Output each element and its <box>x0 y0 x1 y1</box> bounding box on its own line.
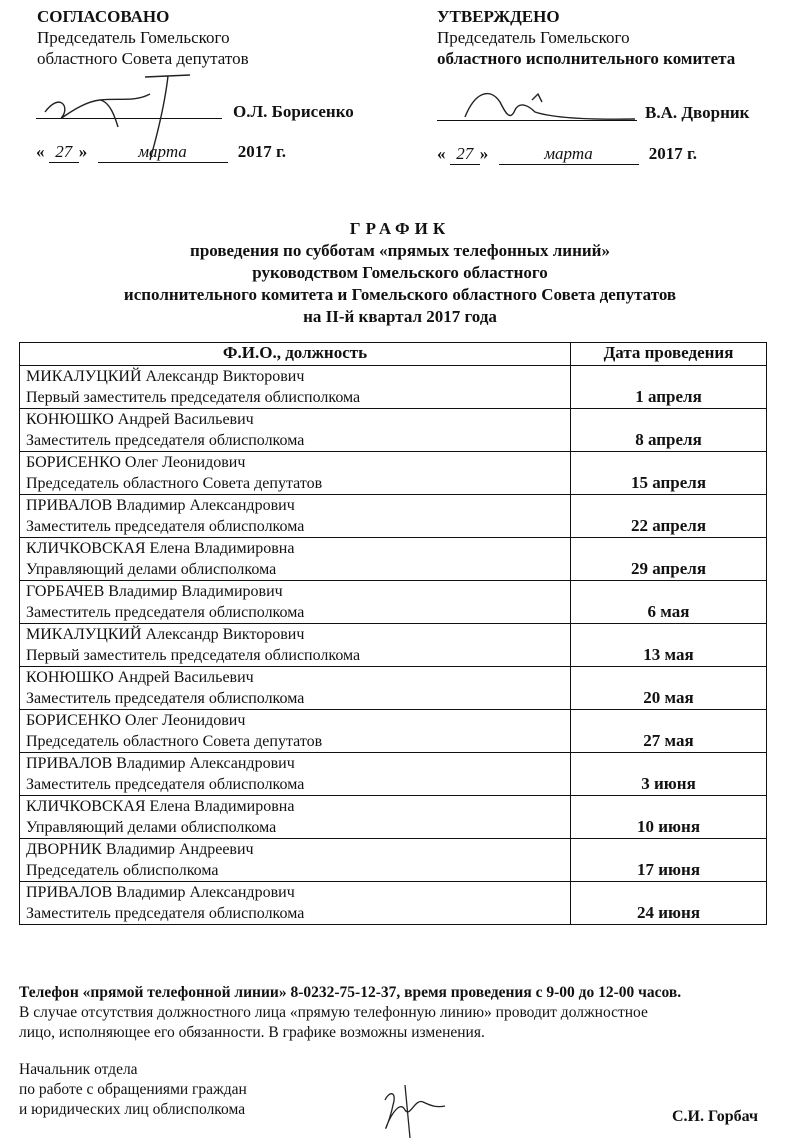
person-cell <box>20 753 571 796</box>
note-line3: лицо, исполняющее его обязанности. В графике возможны изменения. <box>19 1024 485 1041</box>
person-cell <box>20 882 571 925</box>
date-cell: 3 июня <box>571 753 767 796</box>
date-cell: 6 мая <box>571 581 767 624</box>
right-line2: областного исполнительного комитета <box>437 49 736 68</box>
title-line4: на II-й квартал 2017 года <box>303 307 497 326</box>
document-title: ГРАФИК <box>349 219 451 238</box>
note-line1: Телефон «прямой телефонной линии» 8-0232-75-12-37, время проведения с 9-00 до 12-00 часов. <box>19 984 682 1001</box>
person-position: Заместитель председателя облисполкома <box>26 432 305 449</box>
person-position: Первый заместитель председателя облисполкома <box>26 389 361 406</box>
table-row <box>20 366 767 409</box>
date-cell: 27 мая <box>571 710 767 753</box>
person-cell <box>20 581 571 624</box>
person-position: Управляющий делами облисполкома <box>26 561 277 578</box>
left-signer: О.Л. Борисенко <box>233 102 354 121</box>
date-cell: 24 июня <box>571 882 767 925</box>
person-name: МИКАЛУЦКИЙ Александр Викторович <box>26 368 305 385</box>
table-row <box>20 495 767 538</box>
person-cell <box>20 839 571 882</box>
person-name: БОРИСЕНКО Олег Леонидович <box>26 712 246 729</box>
table-row <box>20 409 767 452</box>
person-name: МИКАЛУЦКИЙ Александр Викторович <box>26 626 305 643</box>
date-cell: 29 апреля <box>571 538 767 581</box>
left-date-open-quote: « <box>36 142 45 161</box>
left-line1: Председатель Гомельского <box>37 28 230 47</box>
person-position: Первый заместитель председателя облисполкома <box>26 647 361 664</box>
table-row <box>20 624 767 667</box>
person-name: БОРИСЕНКО Олег Леонидович <box>26 454 246 471</box>
person-position: Председатель областного Совета депутатов <box>26 475 323 492</box>
left-date-year: 2017 г. <box>237 142 287 161</box>
table-row <box>20 581 767 624</box>
signoff-signer: С.И. Горбач <box>672 1108 759 1125</box>
person-cell <box>20 452 571 495</box>
person-position: Управляющий делами облисполкома <box>26 819 277 836</box>
person-cell <box>20 495 571 538</box>
right-date-open-quote: « <box>437 144 446 163</box>
table-header-row <box>20 343 767 366</box>
table-row <box>20 538 767 581</box>
title-line2: руководством Гомельского областного <box>252 263 548 282</box>
right-date-day: 27 <box>450 144 480 165</box>
person-cell <box>20 796 571 839</box>
signoff-signature-image <box>375 1080 465 1140</box>
contact-note <box>19 983 789 1043</box>
person-name: ПРИВАЛОВ Владимир Александрович <box>26 884 295 901</box>
person-position: Заместитель председателя облисполкома <box>26 690 305 707</box>
title-line3: исполнительного комитета и Гомельского областного Совета депутатов <box>123 285 677 304</box>
table-row <box>20 882 767 925</box>
date-cell: 13 мая <box>571 624 767 667</box>
left-date-month: марта <box>98 142 228 163</box>
person-position: Председатель облисполкома <box>26 862 219 879</box>
person-cell <box>20 409 571 452</box>
right-line1: Председатель Гомельского <box>437 28 630 47</box>
date-cell: 10 июня <box>571 796 767 839</box>
person-position: Председатель областного Совета депутатов <box>26 733 323 750</box>
date-cell: 1 апреля <box>571 366 767 409</box>
person-name: КЛИЧКОВСКАЯ Елена Владимировна <box>26 540 295 557</box>
table-row <box>20 839 767 882</box>
signoff-line3: и юридических лиц облисполкома <box>19 1101 246 1118</box>
title-line1: проведения по субботам «прямых телефонных линий» <box>190 241 610 260</box>
left-date-close-quote: » <box>78 142 88 161</box>
right-date <box>437 144 777 165</box>
signoff-line2: по работе с обращениями граждан <box>19 1081 247 1098</box>
right-signature-image <box>460 82 640 132</box>
table-row <box>20 710 767 753</box>
table-row <box>20 452 767 495</box>
document-title-block <box>0 218 800 328</box>
table-row <box>20 667 767 710</box>
date-cell: 17 июня <box>571 839 767 882</box>
person-cell <box>20 538 571 581</box>
person-position: Заместитель председателя облисполкома <box>26 604 305 621</box>
right-date-year: 2017 г. <box>648 144 698 163</box>
person-position: Заместитель председателя облисполкома <box>26 776 305 793</box>
person-name: КЛИЧКОВСКАЯ Елена Владимировна <box>26 798 295 815</box>
date-cell: 8 апреля <box>571 409 767 452</box>
right-signer: В.А. Дворник <box>645 103 750 122</box>
person-name: ГОРБАЧЕВ Владимир Владимирович <box>26 583 283 600</box>
person-name: КОНЮШКО Андрей Васильевич <box>26 669 254 686</box>
date-cell: 20 мая <box>571 667 767 710</box>
col-date-header: Дата проведения <box>571 343 767 366</box>
person-cell <box>20 667 571 710</box>
person-position: Заместитель председателя облисполкома <box>26 518 305 535</box>
table-row <box>20 796 767 839</box>
person-name: ПРИВАЛОВ Владимир Александрович <box>26 755 295 772</box>
table-row <box>20 753 767 796</box>
note-line2: В случае отсутствия должностного лица «прямую телефонную линию» проводит должностное <box>19 1004 648 1021</box>
left-approval-block <box>37 6 357 69</box>
date-cell: 15 апреля <box>571 452 767 495</box>
left-date-day: 27 <box>49 142 79 163</box>
person-cell <box>20 624 571 667</box>
right-date-close-quote: » <box>479 144 489 163</box>
person-name: ПРИВАЛОВ Владимир Александрович <box>26 497 295 514</box>
schedule-table <box>19 342 767 925</box>
table-body <box>20 366 767 925</box>
col-person-header: Ф.И.О., должность <box>20 343 571 366</box>
person-cell <box>20 366 571 409</box>
right-approval-block <box>437 6 787 69</box>
signoff-block <box>19 1060 339 1120</box>
person-cell <box>20 710 571 753</box>
person-name: КОНЮШКО Андрей Васильевич <box>26 411 254 428</box>
person-position: Заместитель председателя облисполкома <box>26 905 305 922</box>
left-heading: СОГЛАСОВАНО <box>37 7 170 26</box>
signoff-line1: Начальник отдела <box>19 1061 138 1078</box>
right-date-month: марта <box>499 144 639 165</box>
right-heading: УТВЕРЖДЕНО <box>437 7 560 26</box>
left-date <box>36 142 366 163</box>
date-cell: 22 апреля <box>571 495 767 538</box>
left-line2: областного Совета депутатов <box>37 49 249 68</box>
person-name: ДВОРНИК Владимир Андреевич <box>26 841 254 858</box>
